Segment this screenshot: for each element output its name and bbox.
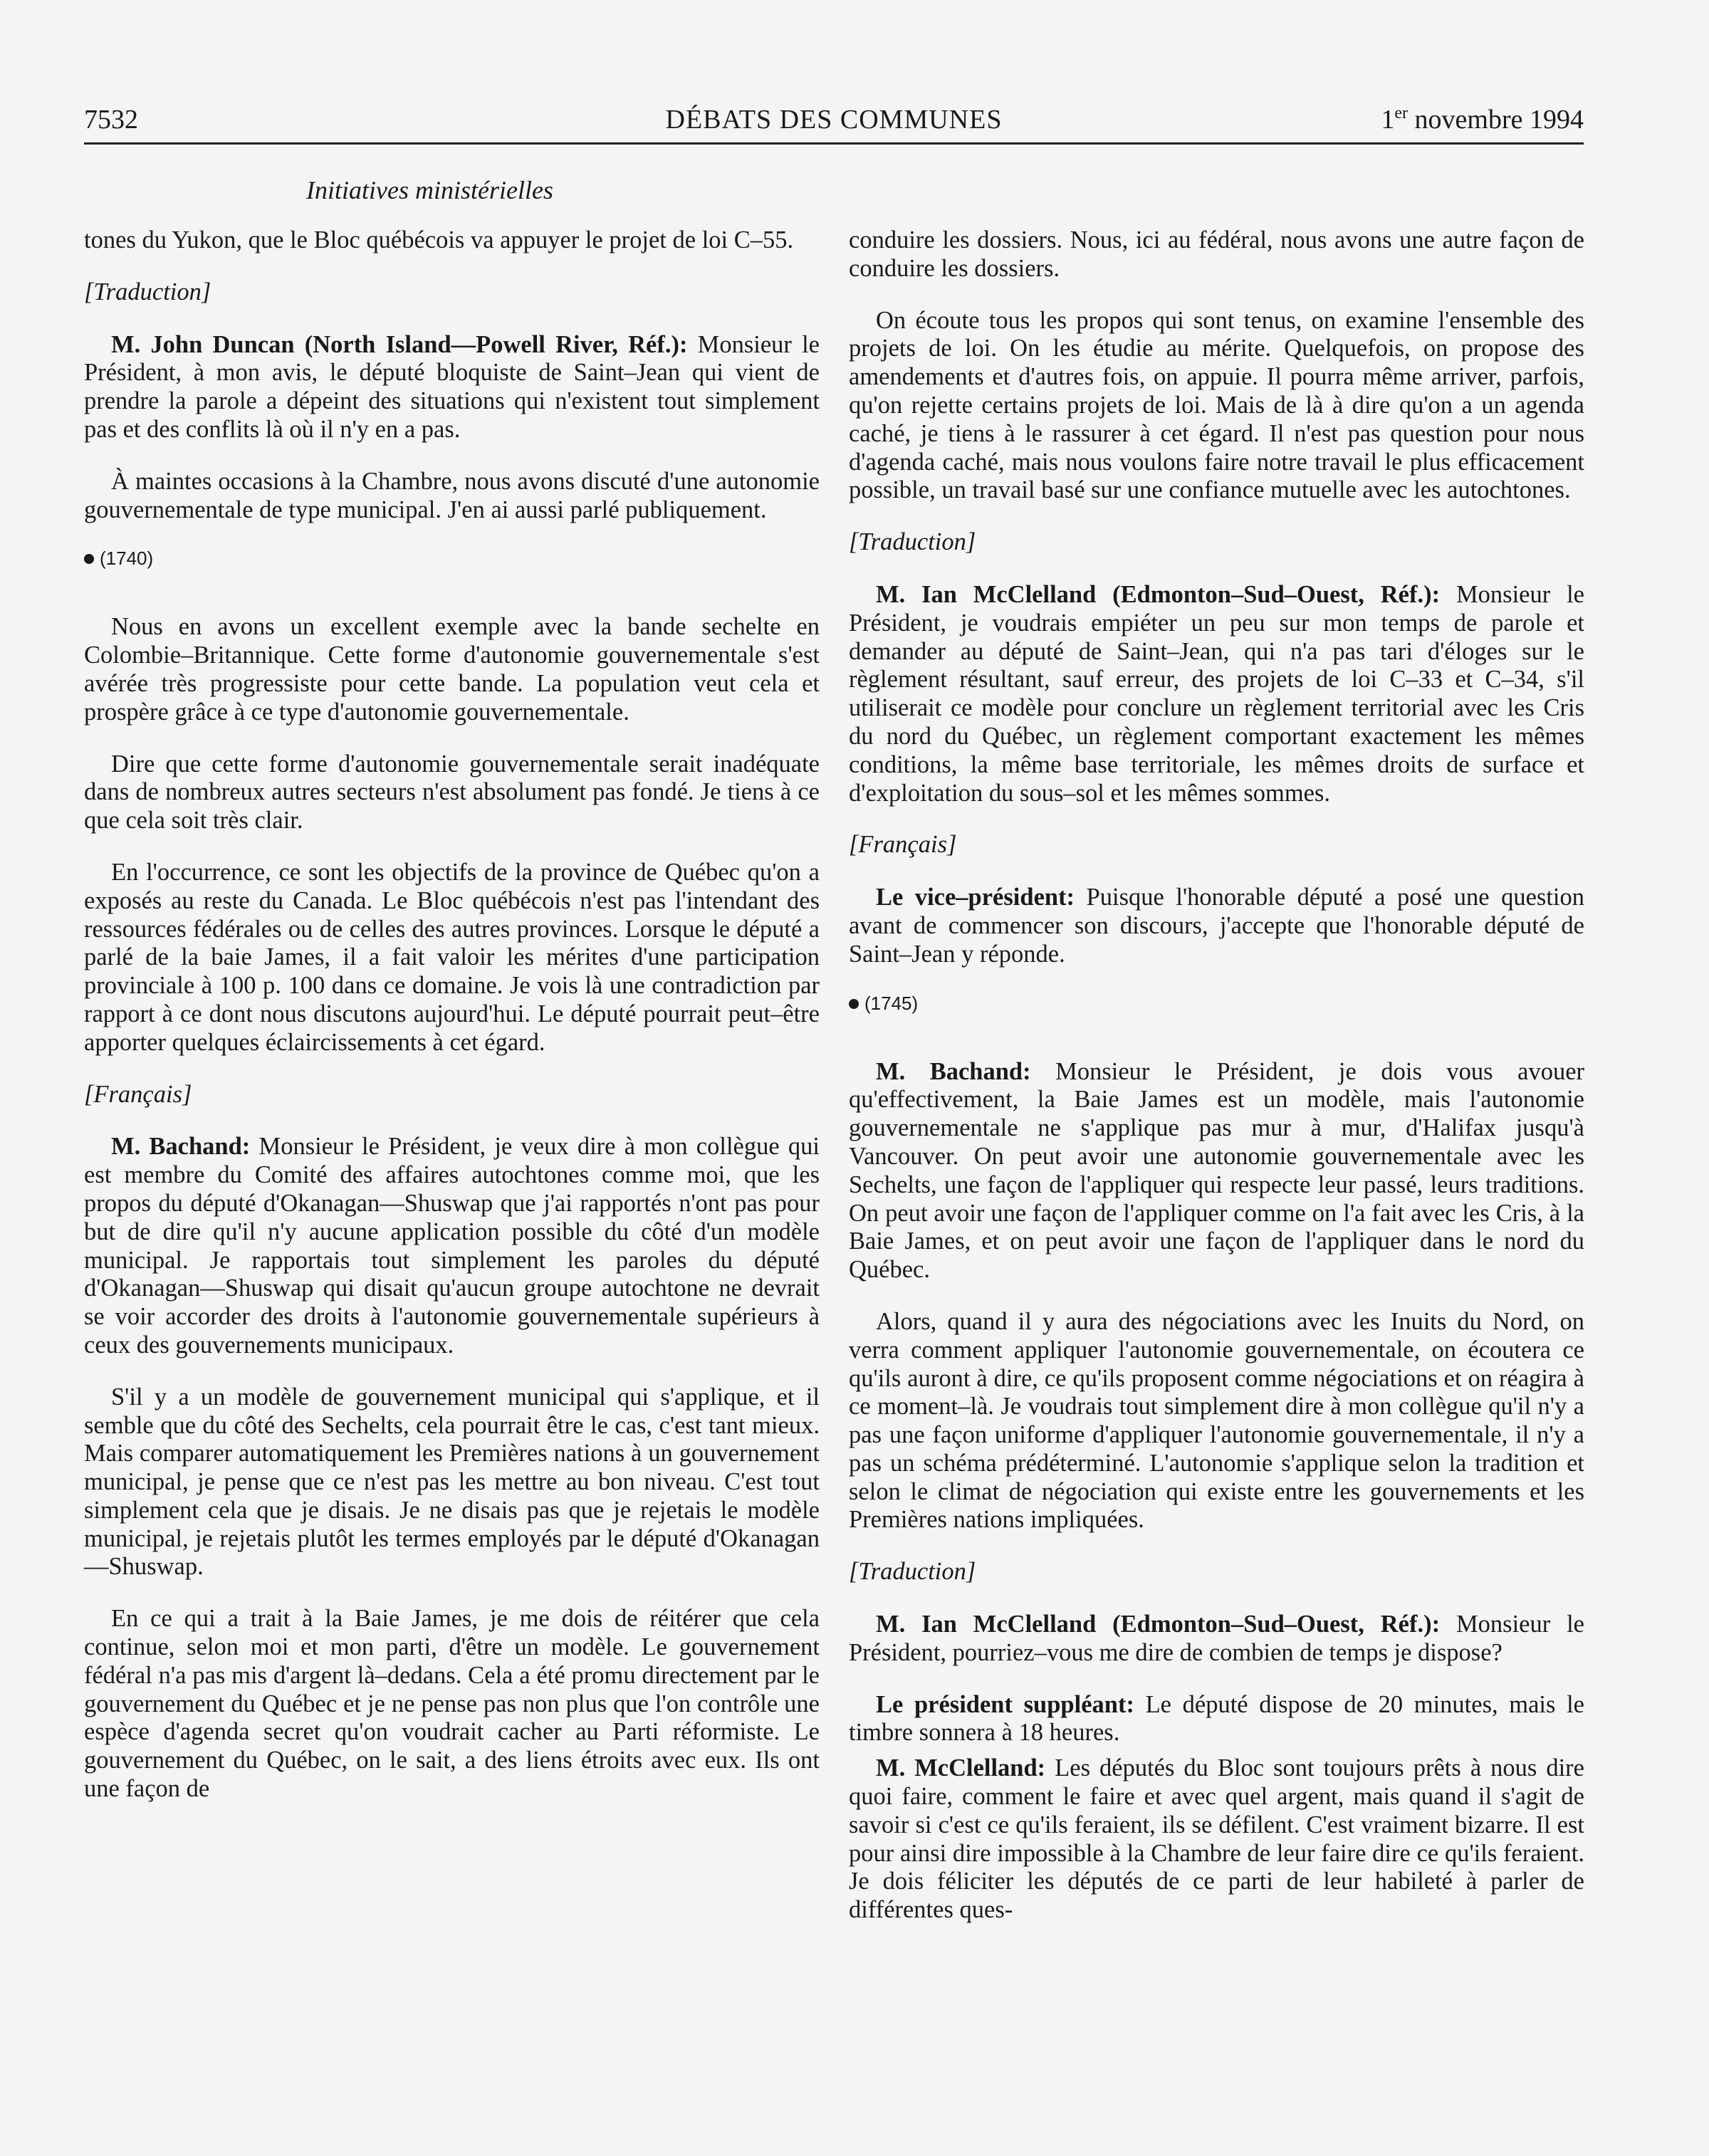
paragraph: [84, 613, 820, 726]
timestamp-text: (1745): [864, 992, 919, 1014]
speech-paragraph: [849, 581, 1584, 807]
language-tag: [84, 1081, 820, 1109]
bullet-icon: [849, 999, 859, 1009]
paragraph-text: En ce qui a trait à la Baie James, je me dois de réitérer que cela continue, selon moi et mon parti, d'être un modèle. Le gouvernement fédéral n'a pas mis d'argent là–dedans. Cela a été promu directement par le gouvernement du Québec et je ne pense pas non plus que l'on contrôle une espèce d'agenda secret qu'on voudrait cacher au Parti réformiste. Le gouvernement du Québec, on le sait, a des liens étroits avec eux. Ils ont une façon de: [84, 1605, 820, 1803]
speaker-name: M. Bachand:: [876, 1057, 1031, 1085]
speech-paragraph: [849, 1058, 1584, 1284]
paragraph: [849, 307, 1584, 506]
speech-paragraph: [84, 1133, 820, 1359]
paragraph-text: Monsieur le Président, pourriez–vous me dire de combien de temps je dispose?: [849, 1611, 1584, 1666]
paragraph-text: Alors, quand il y aura des négociations avec les Inuits du Nord, on verra comment appliquer l'autonomie gouvernementale, on écoutera ce qu'ils auront à dire, ce qu'ils proposent comme négociations et on réagira à ce moment–là. Je voudrais tout simplement dire à mon collègue qu'il n'y a pas une façon uniforme d'appliquer l'autonomie gouvernementale, il n'y a pas un schéma prédéterminé. L'autonomie s'applique selon la tradition et selon le climat de négociation qui existe entre les gouvernements et les Premières nations impliquées.: [849, 1307, 1584, 1534]
right-column: [849, 226, 1584, 1948]
timestamp-marker: [84, 548, 820, 569]
paragraph-text: Monsieur le Président, à mon avis, le député bloquiste de Saint–Jean qui vient de prendre la parole a dépeint des situations qui n'existent tout simplement pas et des conflits là où il n'y en a pas.: [84, 330, 820, 443]
paragraph-text: Nous en avons un excellent exemple avec la bande sechelte en Colombie–Britannique. Cette forme d'autonomie gouvernementale s'est avérée très progressiste pour cette bande. La population veut cela et prospère grâce à ce type d'autonomie gouvernementale.: [84, 613, 820, 726]
paragraph-text: [Traduction]: [849, 528, 976, 556]
paragraph: [84, 859, 820, 1057]
paragraph: [84, 468, 820, 525]
paragraph: [84, 1383, 820, 1582]
speech-paragraph: [84, 331, 820, 444]
speech-paragraph: [849, 884, 1584, 968]
language-tag: [84, 278, 820, 307]
speaker-name: M. John Duncan (North Island—Powell River, Réf.):: [111, 330, 688, 358]
paragraph-text: À maintes occasions à la Chambre, nous avons discuté d'une autonomie gouvernementale de type municipal. J'en ai aussi parlé publiquement.: [84, 467, 820, 523]
speech-paragraph: [849, 1691, 1584, 1748]
speech-paragraph: [849, 1611, 1584, 1668]
paragraph: [84, 226, 820, 255]
paragraph-text: [Traduction]: [84, 278, 211, 305]
speaker-name: M. Ian McClelland (Edmonton–Sud–Ouest, Réf.):: [876, 1611, 1441, 1638]
paragraph-text: Monsieur le Président, je veux dire à mon collègue qui est membre du Comité des affaires autochtones comme moi, que les propos du député d'Okanagan—Shuswap que j'ai rapportés n'ont pas pour but de dire qu'il n'y aucune application possible du côté d'un modèle municipal. Je rapportais tout simplement les paroles du député d'Okanagan—Shuswap qui disait qu'aucun groupe autochtone ne devrait se voir accorder des droits à l'autonomie gouvernementale supérieurs à ceux des gouvernements municipaux.: [84, 1133, 820, 1359]
paragraph-text: Le député dispose de 20 minutes, mais le timbre sonnera à 18 heures.: [849, 1690, 1584, 1747]
timestamp-marker: [849, 993, 1584, 1014]
paragraph-text: Dire que cette forme d'autonomie gouvernementale serait inadéquate dans de nombreux autres secteurs n'est absolument pas fondé. Je tiens à ce que cela soit très clair.: [84, 750, 820, 834]
bullet-icon: [84, 554, 94, 564]
speaker-name: Le président suppléant:: [876, 1690, 1134, 1718]
publication-date: 1er novembre 1994: [1381, 104, 1584, 135]
paragraph-text: Monsieur le Président, je voudrais empiéter un peu sur mon temps de parole et demander au député de Saint–Jean, qui n'a pas tari d'éloges sur le règlement résultant, sauf erreur, des projets de loi C–33 et C–34, s'il utiliserait ce modèle pour conclure un règlement territorial avec les Cris du nord du Québec, un règlement comportant exactement les mêmes conditions, la même base territoriale, les mêmes droits de surface et d'exploitation du sous–sol et les mêmes sommes.: [849, 580, 1584, 807]
page-header: [84, 100, 1584, 145]
paragraph: [849, 1308, 1584, 1534]
speaker-name: Le vice–président:: [876, 884, 1075, 911]
paragraph-text: [Français]: [849, 831, 957, 859]
paragraph-text: On écoute tous les propos qui sont tenus, on examine l'ensemble des projets de loi. On les étudie au mérite. Quelquefois, on propose des amendements et d'autres fois, on appuie. Il pourra même arriver, parfois, qu'on rejette certains projets de loi. Mais de là à dire qu'on a un agenda caché, je tiens à le rassurer à cet égard. Il n'est pas question pour nous d'agenda caché, mais nous voulons faire notre travail le plus efficacement possible, un travail basé sur une confiance mutuelle avec les autochtones.: [849, 306, 1584, 504]
paragraph-text: Les députés du Bloc sont toujours prêts à nous dire quoi faire, comment le faire et avec quel argent, mais quand il s'agit de savoir si c'est ce qu'ils feraient, ils se défilent. C'est vraiment bizarre. Il est pour ainsi dire impossible à la Chambre de leur faire dire ce qu'ils feraient. Je dois féliciter les députés de ce parti de leur habileté à parler de différentes ques-: [849, 1754, 1584, 1924]
paragraph-text: S'il y a un modèle de gouvernement municipal qui s'applique, et il semble que du côté des Sechelts, cela pourrait être le cas, c'est tant mieux. Mais comparer automatiquement les Premières nations à un gouvernement municipal, je pense que ce n'est pas les mettre au bon niveau. C'est tout simplement cela que je disais. Je ne disais pas que je rejetais le modèle municipal, je rejetais plutôt les termes employés par le député d'Okanagan—Shuswap.: [84, 1383, 820, 1581]
paragraph-text: En l'occurrence, ce sont les objectifs de la province de Québec qu'on a exposés au reste du Canada. Le Bloc québécois n'est pas l'intendant des ressources fédérales ou de celles des autres provinces. Lorsque le député a parlé de la baie James, il a fait valoir les mérites d'une participation provinciale à 100 p. 100 dans ce domaine. Je vois là une contradiction par rapport à ce dont nous discutons aujourd'hui. Le député pourrait peut–être apporter quelques éclaircissements à cet égard.: [84, 858, 820, 1056]
paragraph-text: [Traduction]: [849, 1558, 976, 1586]
section-heading: Initiatives ministérielles: [306, 176, 553, 204]
left-column: [84, 226, 820, 1827]
speaker-name: M. Ian McClelland (Edmonton–Sud–Ouest, Réf.):: [876, 580, 1441, 608]
language-tag: [849, 831, 1584, 859]
speaker-name: M. Bachand:: [111, 1133, 251, 1161]
paragraph-text: tones du Yukon, que le Bloc québécois va appuyer le projet de loi C–55.: [84, 226, 794, 253]
speech-paragraph: [849, 1754, 1584, 1925]
paragraph-text: Monsieur le Président, je dois vous avouer qu'effectivement, la Baie James est un modèle, mais l'autonomie gouvernementale ne s'applique pas mur à mur, d'Halifax jusqu'à Vancouver. On peut avoir une autonomie gouvernementale avec les Sechelts, une façon de l'appliquer qui respecte leur passé, leurs traditions. On peut avoir une façon de l'appliquer comme on l'a fait avec les Cris, à la Baie James, et on peut avoir une façon de l'appliquer dans le nord du Québec.: [849, 1057, 1585, 1284]
page-number: 7532: [84, 105, 138, 135]
paragraph: [84, 750, 820, 835]
publication-title: DÉBATS DES COMMUNES: [665, 105, 1003, 135]
speaker-name: M. McClelland:: [876, 1754, 1046, 1782]
language-tag: [849, 528, 1584, 557]
paragraph-text: [Français]: [84, 1080, 192, 1108]
paragraph: [849, 226, 1584, 283]
paragraph: [84, 1605, 820, 1804]
language-tag: [849, 1558, 1584, 1586]
paragraph-text: conduire les dossiers. Nous, ici au fédéral, nous avons une autre façon de conduire les dossiers.: [849, 226, 1584, 282]
paragraph-text: Puisque l'honorable député a posé une question avant de commencer son discours, j'accepte que l'honorable député de Saint–Jean y réponde.: [849, 884, 1584, 968]
timestamp-text: (1740): [100, 548, 154, 570]
